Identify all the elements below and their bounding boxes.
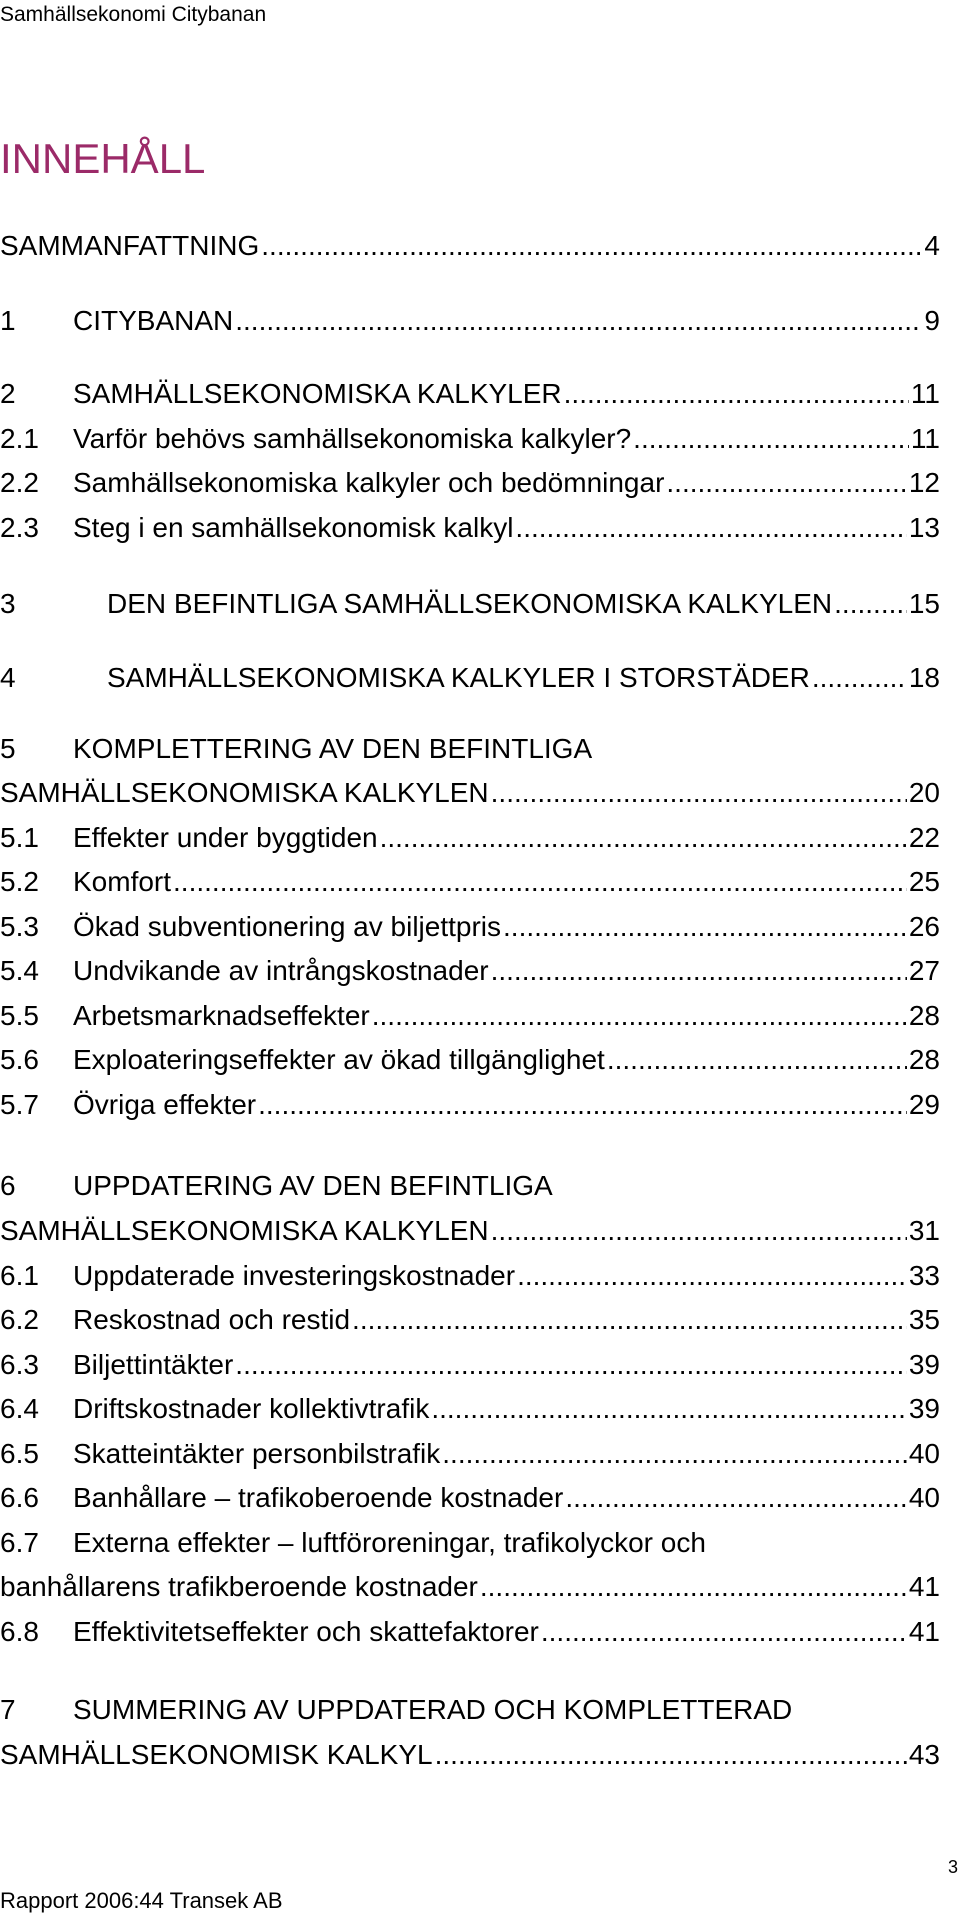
toc-entry-number: 1 [0, 305, 16, 336]
toc-entry-page: 33 [908, 1260, 940, 1291]
toc-entry-page: 15 [908, 588, 940, 619]
toc-entry-6-4[interactable] [0, 1389, 940, 1429]
toc-entry-page: 28 [908, 1044, 940, 1075]
toc-entry-title: SUMMERING AV UPPDATERAD OCH KOMPLETTERAD [73, 1694, 793, 1725]
toc-entry-title: SAMHÄLLSEKONOMISKA KALKYLER [73, 378, 562, 409]
toc-entry-number: 6.2 [0, 1304, 39, 1335]
toc-entry-title-continued: SAMHÄLLSEKONOMISKA KALKYLEN [0, 777, 489, 808]
dot-leader [515, 508, 906, 548]
toc-entry-number: 5.4 [0, 955, 39, 986]
toc-entry-5-continued[interactable] [0, 773, 940, 813]
toc-entry-page: 40 [908, 1438, 940, 1469]
dot-leader [261, 226, 922, 266]
toc-entry-page: 20 [908, 777, 940, 808]
toc-entry-number: 6.3 [0, 1349, 39, 1380]
toc-entry-number: 5.7 [0, 1089, 39, 1120]
dot-leader [564, 374, 909, 414]
page-number: 3 [947, 1857, 958, 1877]
dot-leader [541, 1612, 907, 1652]
toc-entry-number: 2.2 [0, 467, 39, 498]
toc-entry-title: Arbetsmarknadseffekter [73, 1000, 370, 1031]
dot-leader [258, 1085, 907, 1125]
toc-entry-title: Exploateringseffekter av ökad tillgänglighet [73, 1044, 605, 1075]
toc-entry-page: 29 [908, 1089, 940, 1120]
toc-entry-title: DEN BEFINTLIGA SAMHÄLLSEKONOMISKA KALKYLEN [107, 588, 833, 619]
toc-entry-title: CITYBANAN [73, 305, 234, 336]
dot-leader [666, 463, 906, 503]
toc-entry-page: 25 [908, 866, 940, 897]
toc-entry-5-1[interactable] [0, 818, 940, 858]
toc-entry-title: KOMPLETTERING AV DEN BEFINTLIGA [73, 733, 593, 764]
toc-entry-page: 41 [908, 1571, 940, 1602]
toc-entry-page: 28 [908, 1000, 940, 1031]
toc-entry-number: 2.1 [0, 423, 39, 454]
toc-entry-6-3[interactable] [0, 1345, 940, 1385]
toc-entry-number: 5.6 [0, 1044, 39, 1075]
toc-entry-page: 43 [908, 1739, 940, 1770]
toc-entry-title: Samhällsekonomiska kalkyler och bedömningar [73, 467, 665, 498]
toc-entry-number: 3 [0, 588, 16, 619]
toc-entry-5-6[interactable] [0, 1040, 940, 1080]
toc-entry-number: 5.2 [0, 866, 39, 897]
toc-entry-number: 2.3 [0, 512, 39, 543]
toc-entry-page: 11 [910, 423, 940, 454]
toc-entry-6-5[interactable] [0, 1434, 940, 1474]
dot-leader [480, 1567, 907, 1607]
toc-entry-number: 5 [0, 733, 16, 764]
toc-entry-page: 39 [908, 1349, 940, 1380]
toc-entry-2-2[interactable] [0, 463, 940, 503]
toc-entry-2-3[interactable] [0, 508, 940, 548]
toc-entry-6-2[interactable] [0, 1300, 940, 1340]
toc-entry-number: 5.3 [0, 911, 39, 942]
toc-entry-title: UPPDATERING AV DEN BEFINTLIGA [73, 1170, 553, 1201]
toc-entry-number: 6.4 [0, 1393, 39, 1424]
toc-entry-page: 4 [924, 230, 940, 261]
toc-entry-page: 35 [908, 1304, 940, 1335]
toc-entry-title: Reskostnad och restid [73, 1304, 351, 1335]
toc-entry-number: 6.7 [0, 1527, 39, 1558]
toc-entry-6-continued[interactable] [0, 1211, 940, 1251]
toc-entry-5-2[interactable] [0, 862, 940, 902]
toc-entry-title: Varför behövs samhällsekonomiska kalkyler? [73, 423, 632, 454]
toc-entry-title: Ökad subventionering av biljettpris [73, 911, 502, 942]
toc-entry-page: 31 [908, 1215, 940, 1246]
toc-entry-title: Effektivitetseffekter och skattefaktorer [73, 1616, 539, 1647]
dot-leader [372, 996, 907, 1036]
toc-entry-title-continued: SAMHÄLLSEKONOMISKA KALKYLEN [0, 1215, 489, 1246]
toc-entry-6[interactable] [0, 1166, 780, 1206]
dot-leader [491, 1211, 907, 1251]
toc-entry-6-7[interactable] [0, 1523, 780, 1563]
toc-entry-5-7[interactable] [0, 1085, 940, 1125]
toc-entry-number: 6.5 [0, 1438, 39, 1469]
dot-leader [235, 301, 922, 341]
toc-entry-5[interactable] [0, 729, 780, 769]
toc-entry-title: Biljettintäkter [73, 1349, 234, 1380]
toc-entry-number: 2 [0, 378, 16, 409]
toc-entry-number: 6.6 [0, 1482, 39, 1513]
toc-entry-6-1[interactable] [0, 1256, 940, 1296]
dot-leader [352, 1300, 907, 1340]
toc-entry-3[interactable] [0, 584, 940, 624]
toc-entry-page: 9 [924, 305, 940, 336]
toc-entry-page: 26 [908, 911, 940, 942]
dot-leader [517, 1256, 907, 1296]
toc-entry-title: Undvikande av intrångskostnader [73, 955, 489, 986]
dot-leader [834, 584, 907, 624]
dot-leader [380, 818, 907, 858]
toc-entry-4[interactable] [0, 658, 940, 698]
toc-entry-title: SAMMANFATTNING [0, 230, 260, 261]
toc-entry-page: 18 [908, 662, 940, 693]
toc-entry-title: SAMHÄLLSEKONOMISKA KALKYLER I STORSTÄDER [107, 662, 810, 693]
toc-entry-title: Driftskostnader kollektivtrafik [73, 1393, 430, 1424]
toc-entry-6-8[interactable] [0, 1612, 940, 1652]
toc-entry-title-continued: banhållarens trafikberoende kostnader [0, 1571, 478, 1602]
toc-entry-title: Övriga effekter [73, 1089, 257, 1120]
toc-entry-title: Banhållare – trafikoberoende kostnader [73, 1482, 564, 1513]
toc-entry-page: 39 [908, 1393, 940, 1424]
toc-entry-page: 40 [908, 1482, 940, 1513]
toc-entry-page: 11 [910, 378, 940, 409]
toc-entry-page: 22 [908, 822, 940, 853]
toc-heading: INNEHÅLL [0, 135, 206, 182]
toc-entry-7-continued[interactable] [0, 1735, 940, 1775]
toc-entry-6-6[interactable] [0, 1478, 940, 1518]
toc-entry-page: 13 [908, 512, 940, 543]
toc-entry-number: 4 [0, 662, 16, 693]
toc-entry-title-continued: SAMHÄLLSEKONOMISK KALKYL [0, 1739, 433, 1770]
toc-entry-1[interactable] [0, 301, 940, 341]
toc-entry-title: Komfort [73, 866, 172, 897]
toc-entry-2[interactable] [0, 374, 940, 414]
running-header: Samhällsekonomi Citybanan [0, 3, 267, 26]
dot-leader [435, 1735, 907, 1775]
toc-entry-5-3[interactable] [0, 907, 940, 947]
toc-entry-title: Effekter under byggtiden [73, 822, 378, 853]
toc-entry-5-5[interactable] [0, 996, 940, 1036]
dot-leader [491, 773, 907, 813]
toc-entry-page: 27 [908, 955, 940, 986]
dot-leader [607, 1040, 907, 1080]
toc-entry-title: Skatteintäkter personbilstrafik [73, 1438, 441, 1469]
toc-entry-2-1[interactable] [0, 419, 940, 459]
toc-entry-title: Externa effekter – luftföroreningar, trafikolyckor och [73, 1527, 706, 1558]
toc-entry-page: 12 [908, 467, 940, 498]
dot-leader [633, 419, 909, 459]
toc-entry-number: 7 [0, 1694, 16, 1725]
toc-entry-number: 6.8 [0, 1616, 39, 1647]
dot-leader [235, 1345, 907, 1385]
report-footer: Rapport 2006:44 Transek AB [0, 1888, 283, 1913]
toc-entry-number: 6.1 [0, 1260, 39, 1291]
dot-leader [442, 1434, 907, 1474]
toc-entry-7[interactable] [0, 1690, 793, 1730]
toc-entry-number: 6 [0, 1170, 16, 1201]
toc-entry-number: 5.1 [0, 822, 39, 853]
dot-leader [491, 951, 907, 991]
dot-leader [565, 1478, 907, 1518]
dot-leader [812, 658, 907, 698]
toc-entry-5-4[interactable] [0, 951, 940, 991]
dot-leader [431, 1389, 907, 1429]
toc-entry-title: Steg i en samhällsekonomisk kalkyl [73, 512, 514, 543]
toc-entry-title: Uppdaterade investeringskostnader [73, 1260, 516, 1291]
toc-entry-number: 5.5 [0, 1000, 39, 1031]
toc-entry-sammanfattning[interactable] [0, 226, 940, 266]
dot-leader [503, 907, 907, 947]
dot-leader [173, 862, 907, 902]
toc-entry-page: 41 [908, 1616, 940, 1647]
toc-entry-6-7-continued[interactable] [0, 1567, 940, 1607]
